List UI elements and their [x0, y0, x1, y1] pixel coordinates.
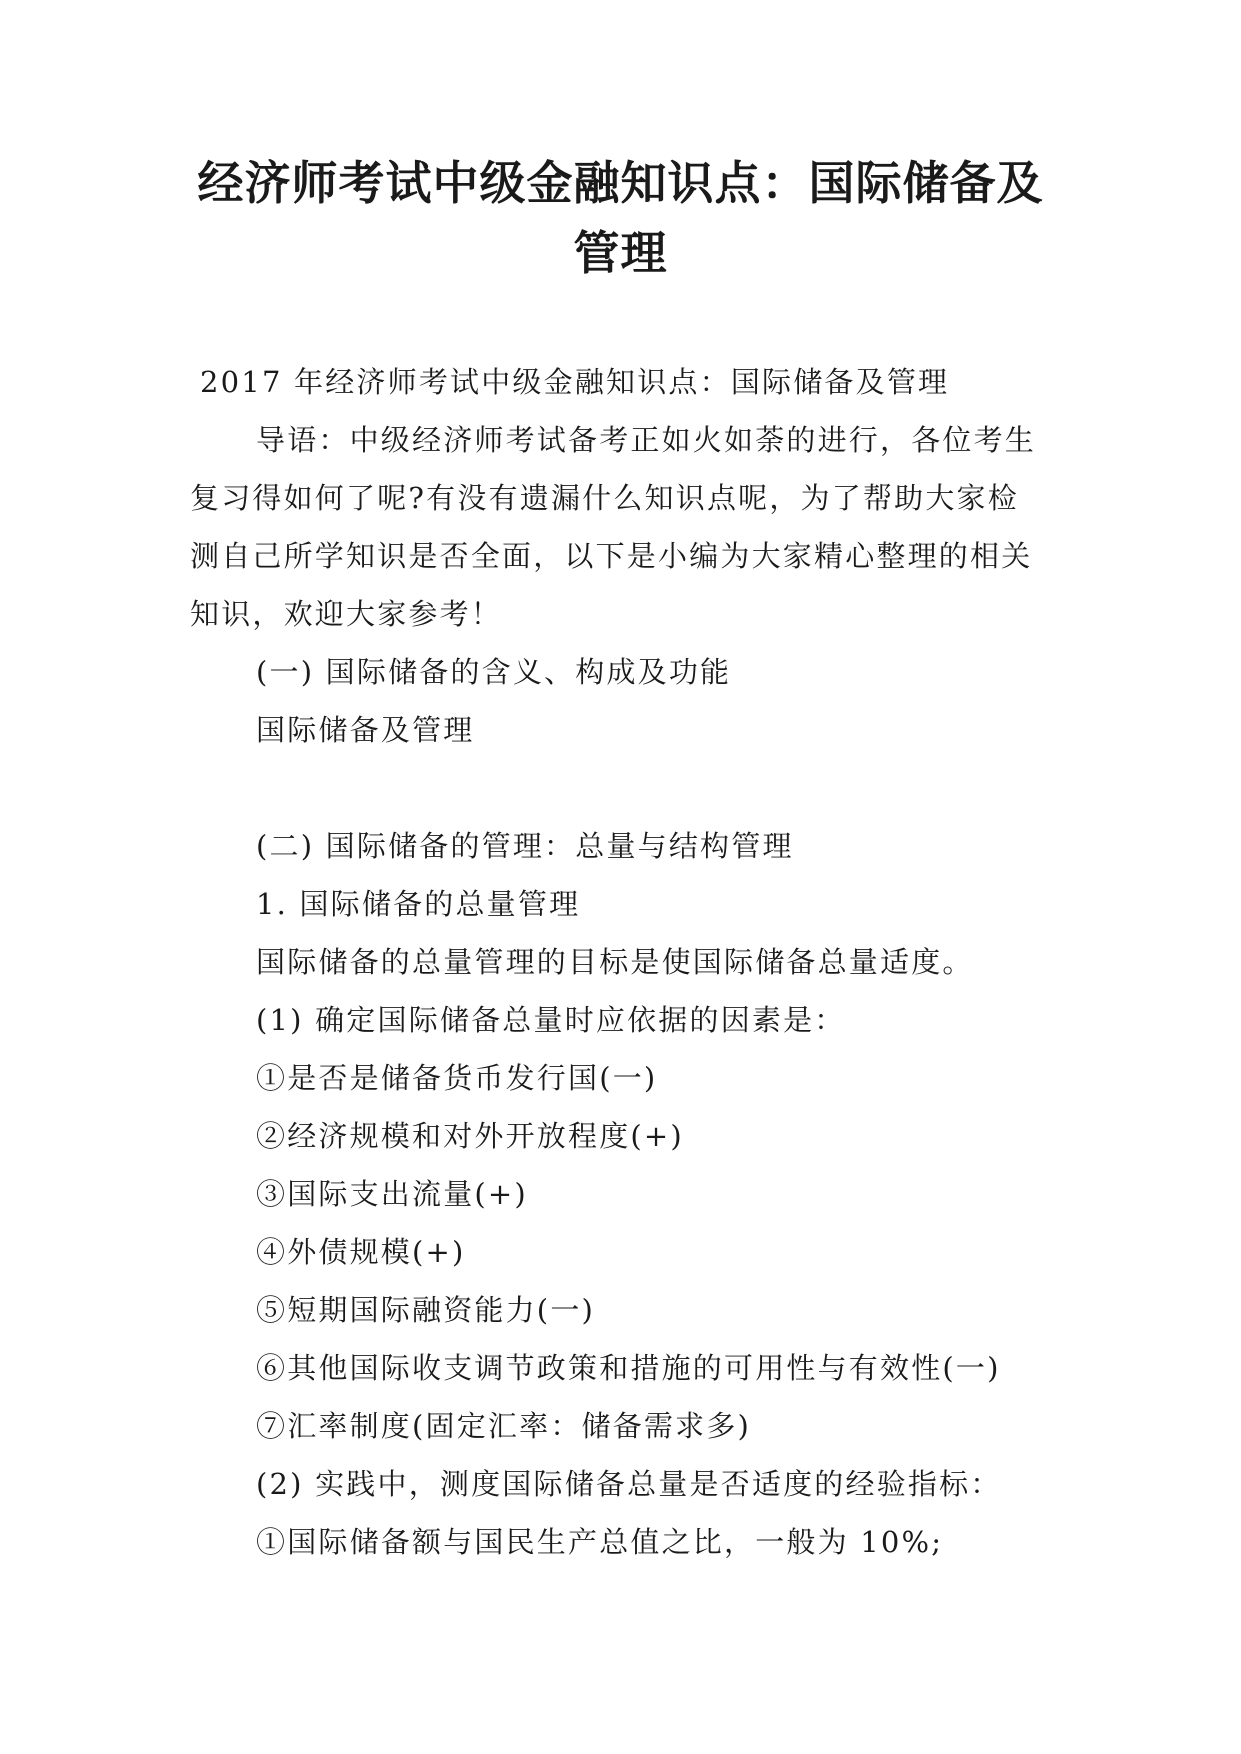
subsection-heading: 1. 国际储备的总量管理	[256, 887, 581, 921]
section-note: 国际储备及管理	[256, 713, 475, 747]
list-item: ⑤短期国际融资能力(一)	[256, 1293, 596, 1327]
list-item: ①国际储备额与国民生产总值之比，一般为 10%;	[256, 1525, 944, 1559]
document-body	[190, 353, 1050, 1571]
list-item: ④外债规模(+)	[256, 1235, 466, 1269]
section-heading-1: (一) 国际储备的含义、构成及功能	[256, 655, 732, 689]
list-item: ③国际支出流量(+)	[256, 1177, 528, 1211]
factors-heading: (1) 确定国际储备总量时应依据的因素是：	[256, 1003, 846, 1037]
subsection-goal: 国际储备的总量管理的目标是使国际储备总量适度。	[256, 945, 974, 979]
intro-paragraph: 导语：中级经济师考试备考正如火如荼的进行，各位考生复习得如何了呢?有没有遗漏什么知识点呢，为了帮助大家检测自己所学知识是否全面，以下是小编为大家精心整理的相关知识，欢迎大家参考！	[190, 423, 1037, 631]
blank-space	[190, 759, 1050, 817]
list-item: ①是否是储备货币发行国(一)	[256, 1061, 658, 1095]
document-subtitle: 2017 年经济师考试中级金融知识点：国际储备及管理	[200, 365, 950, 399]
indicators-heading: (2) 实践中，测度国际储备总量是否适度的经验指标：	[256, 1467, 1002, 1501]
list-item: ②经济规模和对外开放程度(+)	[256, 1119, 684, 1153]
list-item: ⑦汇率制度(固定汇率：储备需求多)	[256, 1409, 752, 1443]
document-title: 经济师考试中级金融知识点：国际储备及管理	[197, 156, 1044, 280]
list-item: ⑥其他国际收支调节政策和措施的可用性与有效性(一)	[256, 1351, 1001, 1385]
section-heading-2: (二) 国际储备的管理：总量与结构管理	[256, 829, 794, 863]
